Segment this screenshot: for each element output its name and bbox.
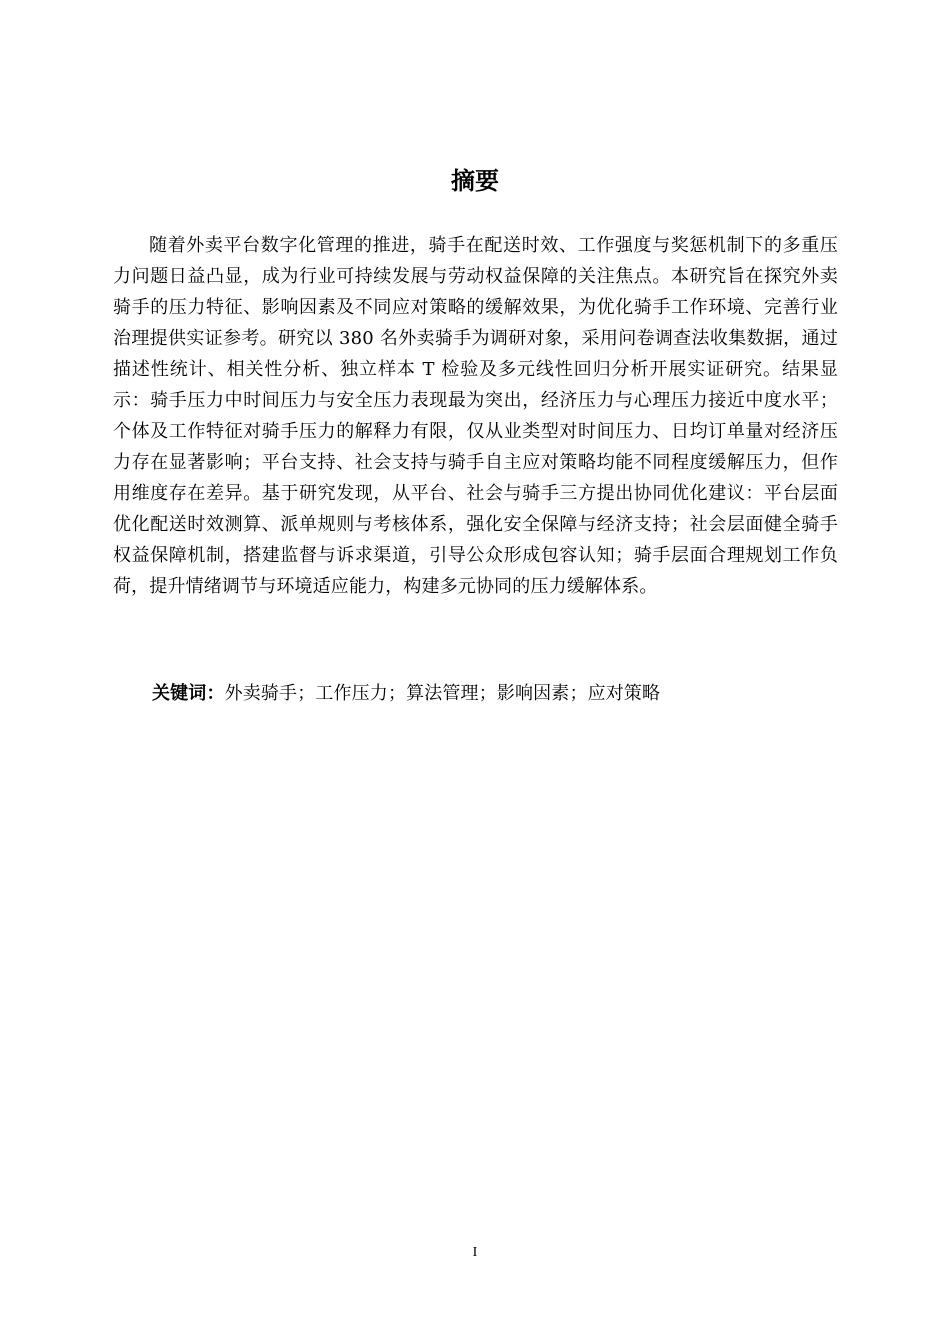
abstract-title: 摘要 [451,167,499,195]
page-number: I [472,1245,478,1260]
keywords-label: 关键词： [152,683,225,704]
keywords-text: 外卖骑手；工作压力；算法管理；影响因素；应对策略 [224,683,661,704]
abstract-body: 随着外卖平台数字化管理的推进，骑手在配送时效、工作强度与奖惩机制下的多重压力问题日益凸显，成为行业可持续发展与劳动权益保障的关注焦点。本研究旨在探究外卖骑手的压力特征、影响因素及不同应对策略的缓解效果，为优化骑手工作环境、完善行业治理提供实证参考。研究以 380 名外卖骑手为调研对象，采用问卷调查法收集数据，通过描述性统计、相关性分析、独立样本 T 检验及多元线性回归分析开展实证研究。结果显示：骑手压力中时间压力与安全压力表现最为突出，经济压力与心理压力接近中度水平；个体及工作特征对骑手压力的解释力有限，仅从业类型对时间压力、日均订单量对经济压力存在显著影响；平台支持、社会支持与骑手自主应对策略均能不同程度缓解压力，但作用维度存在差异。基于研究发现，从平台、社会与骑手三方提出协同优化建议：平台层面优化配送时效测算、派单规则与考核体系，强化安全保障与经济支持；社会层面健全骑手权益保障机制，搭建监督与诉求渠道，引导公众形成包容认知；骑手层面合理规划工作负荷，提升情绪调节与环境适应能力，构建多元协同的压力缓解体系。 [113,235,838,597]
keywords-line [152,680,842,708]
